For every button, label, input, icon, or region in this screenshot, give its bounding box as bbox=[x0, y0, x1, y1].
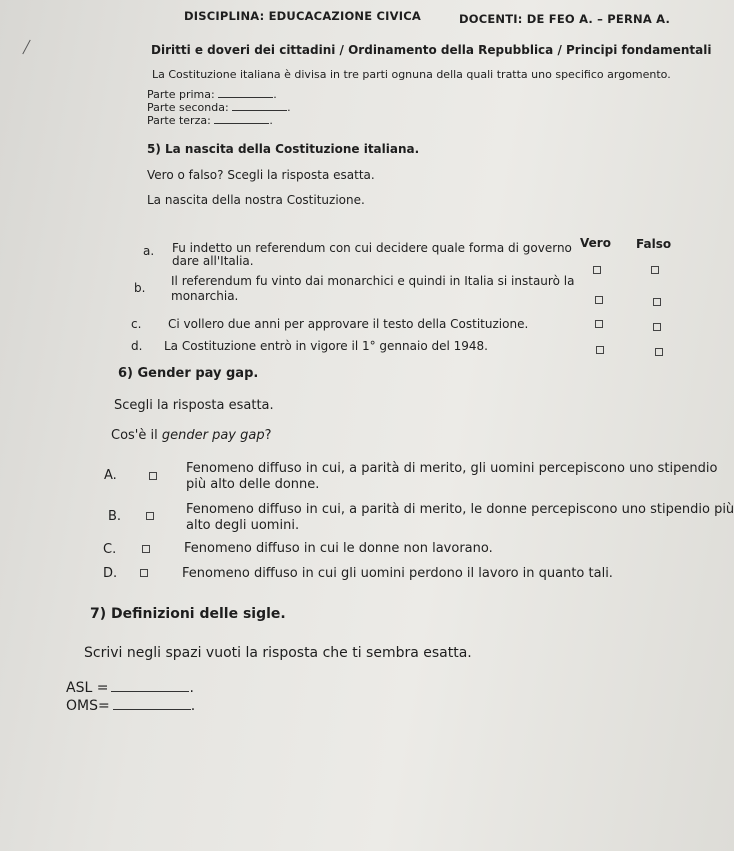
col-true-header: Vero bbox=[580, 236, 611, 250]
q5-d-false-checkbox[interactable] bbox=[655, 348, 663, 356]
part-third-label: Parte terza: bbox=[147, 114, 211, 127]
subject-header: DISCIPLINA: EDUCACAZIONE CIVICA bbox=[184, 9, 421, 23]
q6-option-d-line1: Fenomeno diffuso in cui gli uomini perdono il lavoro in quanto tali. bbox=[182, 566, 613, 581]
q5-a-true-checkbox[interactable] bbox=[593, 266, 601, 274]
intro-text: La Costituzione italiana è divisa in tre parti ognuna della quali tratta uno specifico argomento. bbox=[152, 68, 671, 81]
q5-item-b-line1: Il referendum fu vinto dai monarchici e quindi in Italia si instaurò la bbox=[171, 274, 575, 288]
part-first-label: Parte prima: bbox=[147, 88, 215, 101]
q6-question-suffix: ? bbox=[264, 428, 272, 443]
q6-option-a-line2: più alto delle donne. bbox=[186, 477, 320, 492]
part-third-row: Parte terza: . bbox=[147, 114, 273, 127]
q6-b-checkbox[interactable] bbox=[146, 512, 154, 520]
acronym-asl-row: ASL = . bbox=[66, 680, 194, 696]
q5-item-c-letter: c. bbox=[131, 317, 142, 331]
q5-item-c-line1: Ci vollero due anni per approvare il testo della Costituzione. bbox=[168, 317, 529, 331]
part-second-row: Parte seconda: . bbox=[147, 101, 291, 114]
q5-item-d-line1: La Costituzione entrò in vigore il 1° gennaio del 1948. bbox=[164, 339, 488, 353]
q6-option-b-line1: Fenomeno diffuso in cui, a parità di merito, le donne percepiscono uno stipendio più bbox=[186, 502, 734, 517]
acronym-oms-row: OMS= . bbox=[66, 698, 196, 714]
q6-d-checkbox[interactable] bbox=[140, 569, 148, 577]
q6-option-d-letter: D. bbox=[103, 566, 118, 581]
q6-c-checkbox[interactable] bbox=[142, 545, 150, 553]
topic-title: Diritti e doveri dei cittadini / Ordinamento della Repubblica / Principi fondamentali bbox=[151, 43, 712, 57]
acronym-oms-blank[interactable] bbox=[113, 709, 191, 710]
q5-item-b-line2: monarchia. bbox=[171, 289, 239, 303]
q5-a-false-checkbox[interactable] bbox=[651, 266, 659, 274]
q6-option-a-letter: A. bbox=[104, 468, 117, 483]
acronym-oms-label: OMS= bbox=[66, 698, 110, 714]
q6-option-b-line2: alto degli uomini. bbox=[186, 518, 300, 533]
acronym-asl-blank[interactable] bbox=[111, 691, 189, 692]
q6-a-checkbox[interactable] bbox=[149, 472, 157, 480]
q6-instruction: Scegli la risposta esatta. bbox=[114, 398, 274, 413]
q6-option-c-letter: C. bbox=[103, 542, 117, 557]
q6-question-prefix: Cos'è il bbox=[111, 428, 162, 443]
q5-c-true-checkbox[interactable] bbox=[595, 320, 603, 328]
part-second-label: Parte seconda: bbox=[147, 101, 229, 114]
acronym-asl-label: ASL = bbox=[66, 680, 109, 696]
q5-subtitle: La nascita della nostra Costituzione. bbox=[147, 193, 365, 207]
q6-title: 6) Gender pay gap. bbox=[118, 366, 259, 381]
q6-option-c-line1: Fenomeno diffuso in cui le donne non lavorano. bbox=[184, 541, 493, 556]
q6-option-b-letter: B. bbox=[108, 509, 122, 524]
q6-question bbox=[111, 428, 272, 443]
teachers-header: DOCENTI: DE FEO A. – PERNA A. bbox=[459, 12, 671, 26]
q5-b-false-checkbox[interactable] bbox=[653, 298, 661, 306]
part-third-blank[interactable] bbox=[214, 123, 269, 124]
pen-mark bbox=[22, 40, 30, 55]
q7-title: 7) Definizioni delle sigle. bbox=[90, 606, 286, 622]
q5-item-b-letter: b. bbox=[134, 281, 146, 295]
part-first-blank[interactable] bbox=[218, 97, 273, 98]
q5-item-a-line2: dare all'Italia. bbox=[172, 254, 254, 268]
q5-item-a-line1: Fu indetto un referendum con cui decidere quale forma di governo bbox=[172, 241, 572, 255]
part-first-row: Parte prima: . bbox=[147, 88, 277, 101]
part-second-blank[interactable] bbox=[232, 110, 287, 111]
q5-title: 5) La nascita della Costituzione italiana. bbox=[147, 142, 420, 156]
q5-item-a-letter: a. bbox=[143, 244, 155, 258]
q5-c-false-checkbox[interactable] bbox=[653, 323, 661, 331]
col-false-header: Falso bbox=[636, 237, 672, 251]
q5-d-true-checkbox[interactable] bbox=[596, 346, 604, 354]
q6-question-term: gender pay gap bbox=[161, 428, 265, 443]
q5-b-true-checkbox[interactable] bbox=[595, 296, 603, 304]
q5-item-d-letter: d. bbox=[131, 339, 143, 353]
q5-instruction: Vero o falso? Scegli la risposta esatta. bbox=[147, 168, 375, 182]
q6-option-a-line1: Fenomeno diffuso in cui, a parità di merito, gli uomini percepiscono uno stipendio bbox=[186, 461, 718, 476]
q7-instruction: Scrivi negli spazi vuoti la risposta che ti sembra esatta. bbox=[84, 645, 472, 661]
